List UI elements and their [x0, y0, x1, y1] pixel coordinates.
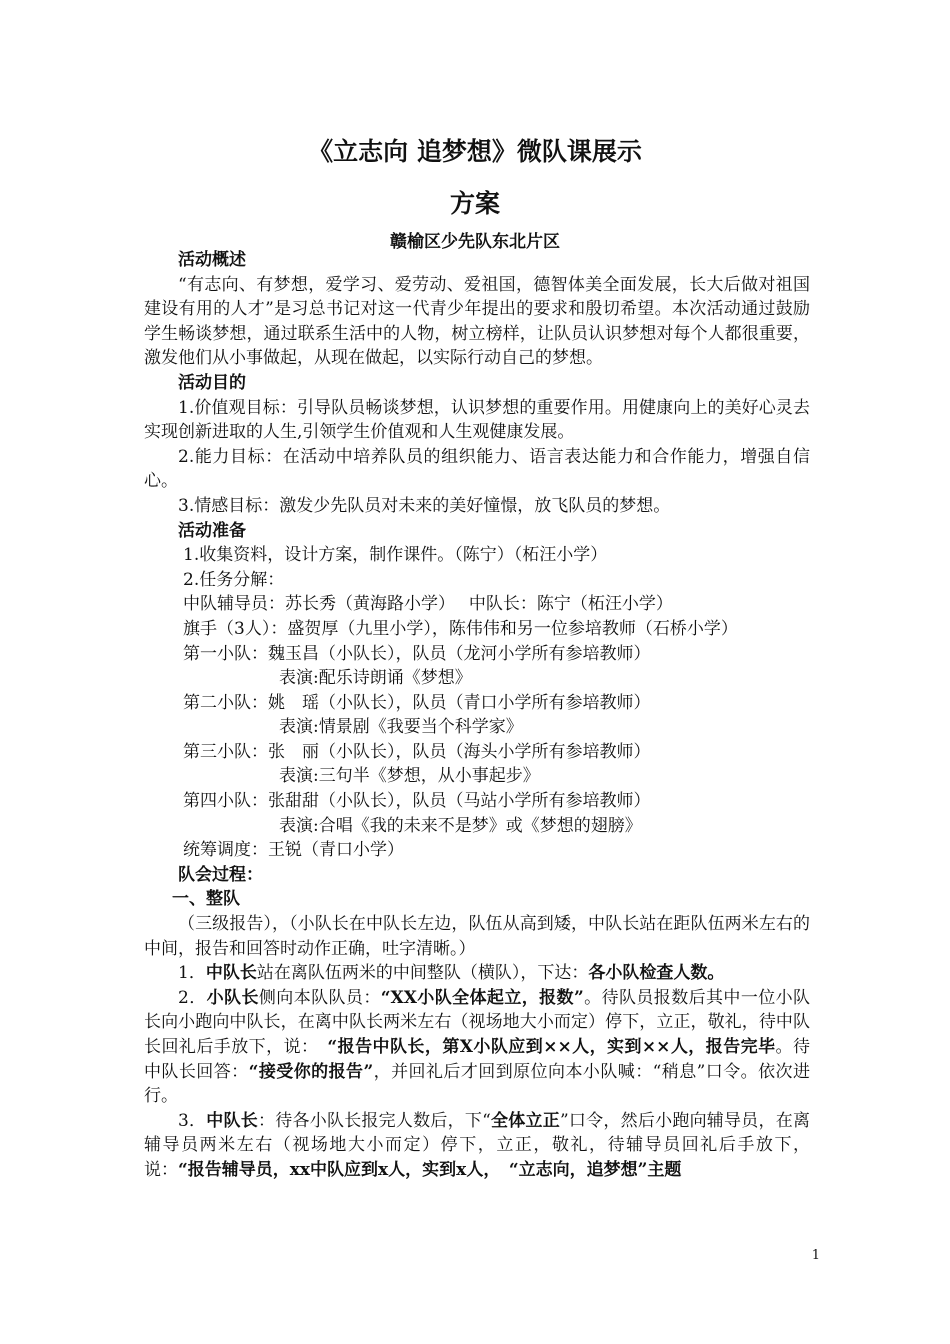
preparation-performance: 表演:情景剧《我要当个科学家》	[279, 717, 523, 738]
process-step-3	[144, 1109, 810, 1183]
step-text: 侧向本队队员：	[258, 987, 381, 1008]
goal-item: 3.情感目标：激发少先队员对未来的美好憧憬，放飞队员的梦想。	[178, 495, 671, 516]
step-text: 。待队员报数后其中一位小队长向小跑向中队长，在离中队长两米左右（视场地大小而定）停下，立正，敬礼，待中队长回礼后手放下，说：	[144, 987, 811, 1057]
preparation-line: 2.任务分解：	[183, 569, 285, 590]
preparation-performance: 表演:三句半《梦想，从小事起步》	[279, 766, 540, 787]
step-text: ”口令，然后小跑向辅导员，在离辅导员两米左右（视场地大小而定）停下，立正，敬礼，待辅导员回礼后手放下，说：	[144, 1110, 810, 1180]
preparation-line: 第三小队：张 丽（小队长），队员（海头小学所有参培教师）	[183, 741, 651, 762]
step-text: ，并回礼后才回到原位向本小队喊：“稍息”口令。依次进行。	[144, 1061, 810, 1107]
command-text: “接受你的报告”	[248, 1061, 374, 1082]
preparation-performance: 表演:合唱《我的未来不是梦》或《梦想的翅膀》	[279, 815, 642, 836]
section-heading-preparation: 活动准备	[178, 520, 246, 541]
process-intro: （三级报告），（小队长在中队长左边，队伍从高到矮，中队长站在距队伍两米左右的中间，报告和回答时动作正确，吐字清晰。）	[144, 914, 810, 959]
command-text: “报告中队长，第X小队应到××人，实到××人，报告完毕	[327, 1037, 776, 1057]
preparation-performance: 表演:配乐诗朗诵《梦想》	[279, 668, 472, 689]
command-text: “XX小队全体起立，报数”	[380, 987, 584, 1008]
preparation-line: 第一小队：魏玉昌（小队长），队员（龙河小学所有参培教师）	[183, 643, 651, 664]
role-term: 小队长	[206, 987, 259, 1008]
document-subtitle: 方案	[449, 189, 500, 218]
command-text: 各小队检查人数。	[588, 963, 725, 984]
preparation-line: 旗手（3人）：盛贺厚（九里小学），陈伟伟和另一位参培教师（石桥小学）	[183, 618, 738, 639]
preparation-line: 第四小队：张甜甜（小队长），队员（马站小学所有参培教师）	[183, 791, 651, 812]
section-heading-overview: 活动概述	[178, 250, 246, 270]
step-text: 站在离队伍两米的中间整队（横队），下达：	[256, 963, 589, 984]
document-title: 《立志向 追梦想》微队课展示	[308, 137, 642, 166]
process-step-2	[144, 986, 810, 1109]
preparation-line: 中队辅导员：苏长秀（黄海路小学） 中队长：陈宁（柘汪小学）	[183, 594, 673, 615]
step-text: ：待各小队长报完人数后，下“	[258, 1110, 491, 1131]
preparation-line: 1.收集资料，设计方案，制作课件。（陈宁）（柘汪小学）	[183, 545, 608, 566]
preparation-line: 第二小队：姚 瑶（小队长），队员（青口小学所有参培教师）	[183, 692, 651, 713]
section-heading-goals: 活动目的	[178, 372, 246, 393]
step-number: 1．	[178, 963, 206, 984]
document-body	[144, 248, 810, 1183]
step-number: 2．	[178, 987, 207, 1008]
step-heading: 一、整队	[172, 889, 240, 910]
command-text: 全体立正	[490, 1110, 560, 1131]
page-number: 1	[811, 1248, 820, 1263]
organization-name: 赣榆区少先队东北片区	[390, 232, 560, 252]
preparation-line: 统筹调度：王锐（青口小学）	[183, 840, 404, 861]
command-text: “报告辅导员，xx中队应到x人，实到x人， “立志向，追梦想”主题	[178, 1159, 682, 1180]
step-text: 。待中队长回答：	[144, 1037, 810, 1082]
overview-paragraph: “有志向、有梦想，爱学习、爱劳动、爱祖国，德智体美全面发展，长大后做对祖国建设有用的人才”是习总书记对这一代青少年提出的要求和殷切希望。本次活动通过鼓励学生畅谈梦想，通过联系生活中的人物，树立榜样，让队员认识梦想对每个人都很重要，激发他们从小事做起，从现在做起，以实际行动自己的梦想。	[144, 274, 810, 369]
role-term: 中队长	[205, 963, 257, 984]
goal-item: 2.能力目标：在活动中培养队员的组织能力、语言表达能力和合作能力，增强自信心。	[144, 446, 810, 492]
step-number: 3．	[178, 1110, 207, 1131]
role-term: 中队长	[206, 1110, 259, 1131]
goal-item: 1.价值观目标：引导队员畅谈梦想，认识梦想的重要作用。用健康向上的美好心灵去实现创新进取的人生,引领学生价值观和人生观健康发展。	[144, 397, 810, 443]
section-heading-process: 队会过程：	[178, 864, 263, 885]
process-step-1	[144, 961, 810, 986]
